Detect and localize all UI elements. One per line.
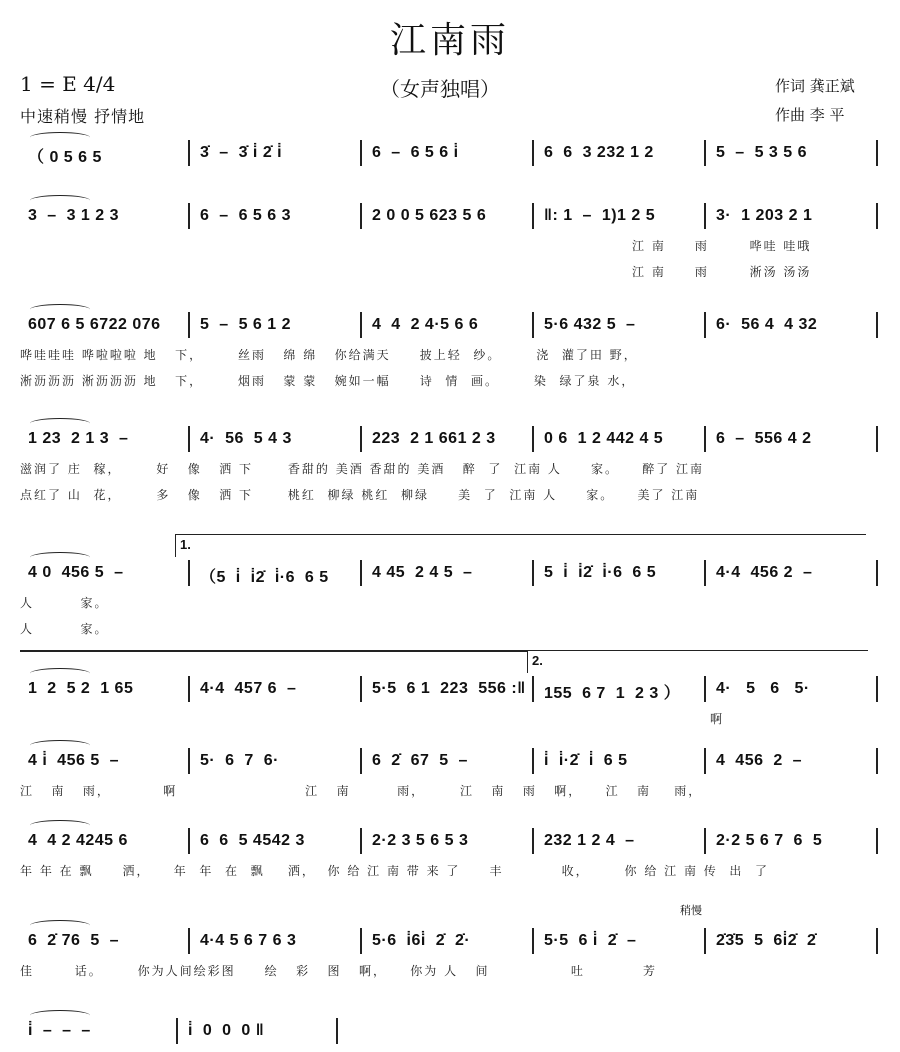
measure: 232 1 2 4 – bbox=[544, 832, 635, 849]
measure: 6 – 6 5 6 i̇ bbox=[372, 144, 459, 161]
barline bbox=[876, 203, 878, 229]
barline bbox=[188, 828, 190, 854]
slur bbox=[30, 552, 90, 563]
barline bbox=[360, 676, 362, 702]
measure: 5 i̇ i̇2̇ i̇·6 6 5 bbox=[544, 564, 657, 581]
tempo-marking: 中速稍慢 抒情地 bbox=[20, 107, 146, 126]
score-system bbox=[20, 207, 880, 279]
measure: 4 45 2 4 5 – bbox=[372, 564, 473, 581]
barline bbox=[532, 203, 534, 229]
slur bbox=[30, 820, 90, 831]
barline bbox=[360, 426, 362, 452]
measure: 4·4 5 6 7 6 3 bbox=[200, 932, 297, 949]
barline bbox=[188, 928, 190, 954]
measure: 607 6 5 6722 076 bbox=[28, 316, 161, 333]
composer: 作曲 李 平 bbox=[775, 106, 845, 124]
key-time-signature: 1 = E 4/4 bbox=[20, 72, 116, 96]
lyricist: 作词 龚正斌 bbox=[775, 77, 855, 95]
score-system bbox=[20, 653, 880, 726]
measure: 4·4 457 6 – bbox=[200, 680, 297, 697]
volta-number: 2. bbox=[532, 653, 543, 668]
measure: 5 – 5 3 5 6 bbox=[716, 144, 808, 161]
measure: （5 i̇ i̇2̇ i̇·6 6 5 bbox=[200, 569, 329, 586]
slur bbox=[30, 740, 90, 751]
measure: 4 4 2 4245 6 bbox=[28, 832, 128, 849]
measure: 6 6 5 4542 3 bbox=[200, 832, 305, 849]
score-system bbox=[20, 904, 880, 978]
measure: 5· 6 7 6· bbox=[200, 752, 279, 769]
measure: 4·4 456 2 – bbox=[716, 564, 813, 581]
measure: 6 2̇ 76 5 – bbox=[28, 932, 120, 949]
measure: 5·6 i̇6i̇ 2̇ 2̇· bbox=[372, 932, 471, 949]
subtitle: （女声独唱） bbox=[380, 77, 500, 101]
score-system bbox=[20, 537, 880, 636]
lyric-line: 点红了 山 花， 多 像 洒 下 桃红 柳绿 桃红 柳绿 美 了 江南 人 家。 美了 江南 bbox=[20, 488, 700, 502]
slur bbox=[30, 132, 90, 143]
barline bbox=[704, 676, 706, 702]
barline bbox=[704, 140, 706, 166]
score-system bbox=[20, 752, 880, 798]
measure: （ 0 5 6 5 bbox=[28, 149, 102, 166]
volta-bracket bbox=[175, 534, 866, 557]
measure: 2 0 0 5 623 5 6 bbox=[372, 207, 487, 224]
barline bbox=[532, 748, 534, 774]
barline bbox=[876, 560, 878, 586]
barline bbox=[532, 426, 534, 452]
measure: 3 – 3 1 2 3 bbox=[28, 207, 120, 224]
barline bbox=[876, 312, 878, 338]
lyric-line: 滋润了 庄 稼， 好 像 洒 下 香甜的 美酒 香甜的 美酒 醉 了 江南 人 家。 醉了 江南 bbox=[20, 462, 705, 476]
barline bbox=[188, 140, 190, 166]
lyric-line: 江 南 雨， 啊 江 南 雨， 江 南 雨 啊， 江 南 雨， bbox=[20, 784, 703, 798]
tempo-change-marking: 稍慢 bbox=[680, 904, 702, 917]
barline bbox=[360, 928, 362, 954]
measure: 4· 5 6 5· bbox=[716, 680, 810, 697]
lyric-line: 年 年 在 飘 洒， 年 年 在 飘 洒， 你 给 江 南 带 来 了 丰 收， 你 给 江 南 传 出 了 bbox=[20, 864, 770, 878]
measure: 3· 1 203 2 1 bbox=[716, 207, 813, 224]
barline bbox=[704, 312, 706, 338]
barline bbox=[188, 426, 190, 452]
measure: 6 2̇ 67 5 – bbox=[372, 752, 468, 769]
measure: 4 456 2 – bbox=[716, 752, 803, 769]
barline bbox=[360, 560, 362, 586]
barline bbox=[532, 676, 534, 702]
measure: 4 i̇ 456 5 – bbox=[28, 752, 120, 769]
lyric-line: 啊 bbox=[710, 712, 725, 726]
barline bbox=[876, 748, 878, 774]
slur bbox=[30, 304, 90, 315]
lyric-line: 哗哇哇哇 哗啦啦啦 地 下， 丝雨 绵 绵 你给满天 披上轻 纱。 浇 灌了田 野， bbox=[20, 348, 638, 362]
score-system bbox=[20, 1022, 880, 1052]
score-system bbox=[20, 430, 880, 502]
slur bbox=[30, 668, 90, 679]
measure: 3̇ – 3̇ i̇ 2̇ i̇ bbox=[200, 144, 283, 161]
volta-number: 1. bbox=[180, 537, 191, 552]
measure: 2·2 5 6 7 6 5 bbox=[716, 832, 823, 849]
barline bbox=[532, 560, 534, 586]
measure: 155 6 7 1 2 3 ） bbox=[544, 685, 681, 702]
measure: 1 2 5 2 1 65 bbox=[28, 680, 134, 697]
measure: ‖: 1 – 1)1 2 5 bbox=[544, 207, 656, 224]
score-system bbox=[20, 832, 880, 878]
barline bbox=[360, 140, 362, 166]
lyric-line: 淅沥沥沥 淅沥沥沥 地 下， 烟雨 蒙 蒙 婉如一幅 诗 情 画。 染 绿了泉 水， bbox=[20, 374, 636, 388]
measure: i̇ 0 0 0 ‖ bbox=[188, 1022, 265, 1039]
measure: 6 – 6 5 6 3 bbox=[200, 207, 292, 224]
barline bbox=[360, 203, 362, 229]
measure: 223 2 1 661 2 3 bbox=[372, 430, 496, 447]
volta-bracket bbox=[527, 650, 868, 673]
measure: 6· 56 4 4 32 bbox=[716, 316, 818, 333]
measure: 5·6 432 5 – bbox=[544, 316, 636, 333]
barline bbox=[188, 312, 190, 338]
barline bbox=[704, 560, 706, 586]
measure: 5 – 5 6 1 2 bbox=[200, 316, 292, 333]
barline bbox=[704, 928, 706, 954]
barline bbox=[876, 140, 878, 166]
barline bbox=[532, 312, 534, 338]
lyric-line: 江 南 雨 哗哇 哇哦 bbox=[632, 239, 812, 253]
slur bbox=[30, 418, 90, 429]
barline bbox=[360, 748, 362, 774]
slur bbox=[30, 920, 90, 931]
measure: 6 6 3 232 1 2 bbox=[544, 144, 654, 161]
measure: 5·5 6 1 223 556 :‖ bbox=[372, 680, 526, 697]
barline bbox=[188, 676, 190, 702]
measure: 4 0 456 5 – bbox=[28, 564, 124, 581]
barline bbox=[188, 748, 190, 774]
measure: i̇ i̇·2̇ i̇ 6 5 bbox=[544, 752, 628, 769]
barline bbox=[336, 1018, 338, 1044]
lyric-line: 人 家。 bbox=[20, 596, 109, 610]
score-system bbox=[20, 316, 880, 388]
barline bbox=[704, 748, 706, 774]
measure: 6 – 556 4 2 bbox=[716, 430, 812, 447]
barline bbox=[876, 676, 878, 702]
barline bbox=[532, 828, 534, 854]
barline bbox=[876, 828, 878, 854]
barline bbox=[176, 1018, 178, 1044]
barline bbox=[876, 426, 878, 452]
lyric-line: 人 家。 bbox=[20, 622, 109, 636]
measure: 2̇3̇5 5 6i̇2̇ 2̇ bbox=[716, 932, 817, 949]
barline bbox=[360, 312, 362, 338]
barline bbox=[532, 928, 534, 954]
song-title: 江南雨 bbox=[389, 20, 510, 61]
barline bbox=[704, 828, 706, 854]
lyric-line: 江 南 雨 淅汤 汤汤 bbox=[632, 265, 812, 279]
barline bbox=[704, 426, 706, 452]
volta-line bbox=[20, 650, 527, 652]
measure: 0 6 1 2 442 4 5 bbox=[544, 430, 664, 447]
barline bbox=[188, 203, 190, 229]
measure: 1 23 2 1 3 – bbox=[28, 430, 129, 447]
barline bbox=[360, 828, 362, 854]
measure: i̇ – – – bbox=[28, 1022, 91, 1039]
barline bbox=[188, 560, 190, 586]
measure: 5·5 6 i̇ 2̇ – bbox=[544, 932, 637, 949]
measure: 4 4 2 4·5 6 6 bbox=[372, 316, 479, 333]
slur bbox=[30, 1010, 90, 1021]
barline bbox=[704, 203, 706, 229]
measure: 2·2 3 5 6 5 3 bbox=[372, 832, 469, 849]
score-system bbox=[20, 144, 880, 174]
lyric-line: 佳 话。 你为人间绘彩图 绘 彩 图 啊， 你为 人 间 吐 芳 bbox=[20, 964, 658, 978]
barline bbox=[532, 140, 534, 166]
slur bbox=[30, 195, 90, 206]
barline bbox=[876, 928, 878, 954]
measure: 4· 56 5 4 3 bbox=[200, 430, 292, 447]
